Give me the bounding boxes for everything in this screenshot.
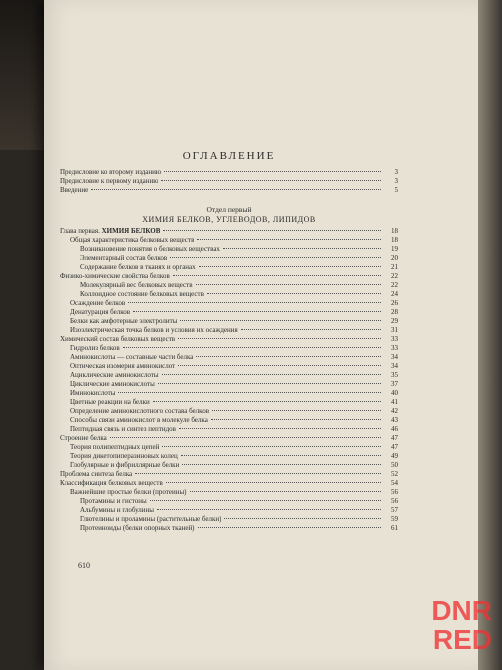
toc-entry-page: 57 (391, 506, 398, 514)
watermark-line: RED (432, 624, 492, 655)
page-number: 610 (78, 561, 90, 570)
toc-entry-page: 46 (391, 425, 398, 433)
toc-entry-page: 22 (391, 272, 398, 280)
toc-entry-label: Физико-химические свойства белков (60, 272, 170, 280)
toc-entry-label: Строение белка (60, 434, 107, 442)
chapter-heading (60, 227, 398, 236)
toc-entry-page: 34 (391, 353, 398, 361)
section-title: ХИМИЯ БЕЛКОВ, УГЛЕВОДОВ, ЛИПИДОВ (142, 215, 316, 224)
toc-entry-label: Денатурация белков (70, 308, 131, 316)
leader-dots (135, 473, 381, 474)
leader-dots (158, 383, 381, 384)
leader-dots (181, 455, 381, 456)
leader-dots (166, 482, 381, 483)
section-label: Отдел первый (206, 205, 252, 214)
watermark-logo (388, 596, 492, 654)
leader-dots (110, 437, 381, 438)
leader-dots (173, 275, 381, 276)
toc-entry-label: Способы связи аминокислот в молекуле белка (70, 416, 208, 424)
toc-entry-label: Глютелины и проламины (растительные белки) (80, 515, 222, 523)
toc-entry (60, 461, 398, 470)
leader-dots (211, 419, 381, 420)
toc-entry-label: Протамины и гистоны (80, 497, 147, 505)
toc-entry-label: Аминокислоты — составные части белка (70, 353, 194, 361)
toc-entry-page: 59 (391, 515, 398, 523)
toc-entry (60, 524, 398, 533)
leader-dots (161, 180, 381, 181)
leader-dots (162, 374, 381, 375)
leader-dots (179, 428, 381, 429)
leader-dots (196, 284, 382, 285)
toc-entry-label: Теория полипептидных цепей (70, 443, 160, 451)
leader-dots (91, 189, 381, 190)
toc-entry-page: 3 (394, 168, 398, 176)
toc-entry (60, 186, 398, 195)
toc-entry-label: Возникновение понятия о белковых веществах (80, 245, 220, 253)
leader-dots (170, 257, 381, 258)
toc-entry-label: Элементарный состав белков (80, 254, 168, 262)
leader-dots (196, 356, 381, 357)
leader-dots (182, 464, 381, 465)
toc-entry (60, 452, 398, 461)
toc-entry-label: Определение аминокислотного состава белков (70, 407, 209, 415)
toc-entry-page: 43 (391, 416, 398, 424)
toc-entry-label: Осаждение белков (70, 299, 126, 307)
toc-entry-label: Предисловие к первому изданию (60, 177, 159, 185)
table-of-contents (60, 150, 398, 533)
leader-dots (178, 365, 381, 366)
toc-entry (60, 488, 398, 497)
toc-entry (60, 272, 398, 281)
toc-entry-page: 33 (391, 344, 398, 352)
toc-entry-label: Проблема синтеза белка (60, 470, 133, 478)
toc-entry-page: 54 (391, 479, 398, 487)
leader-dots (223, 248, 381, 249)
toc-entry-label: Альбумины и глобулины (80, 506, 154, 514)
toc-entry-label: Пептидная связь и синтез пептидов (70, 425, 176, 433)
leader-dots (197, 239, 381, 240)
toc-entry-page: 61 (391, 524, 398, 532)
leader-dots (180, 320, 381, 321)
toc-entry (60, 290, 398, 299)
toc-entry-page: 37 (391, 380, 398, 388)
toc-entry (60, 380, 398, 389)
toc-entry-label: Цветные реакции на белки (70, 398, 150, 406)
page-edge (478, 0, 502, 670)
toc-entry (60, 335, 398, 344)
toc-entry-label: Глобулярные и фибриллярные белки (70, 461, 180, 469)
leader-dots (178, 338, 381, 339)
toc-entry-page: 31 (391, 326, 398, 334)
chapter-page: 18 (391, 227, 398, 235)
toc-entry-page: 28 (391, 308, 398, 316)
toc-entry-label: Ациклические аминокислоты (70, 371, 159, 379)
toc-entry (60, 263, 398, 272)
leader-dots (133, 311, 381, 312)
leader-dots (162, 446, 381, 447)
toc-entry (60, 425, 398, 434)
item-list (60, 236, 398, 533)
toc-entry-label: Гидролиз белков (70, 344, 120, 352)
toc-entry (60, 497, 398, 506)
leader-dots (164, 171, 381, 172)
leader-dots (150, 500, 381, 501)
toc-entry (60, 398, 398, 407)
toc-entry (60, 254, 398, 263)
toc-entry (60, 416, 398, 425)
toc-entry-page: 47 (391, 434, 398, 442)
toc-entry-label: Введение (60, 186, 89, 194)
toc-entry-page: 40 (391, 389, 398, 397)
toc-entry-page: 49 (391, 452, 398, 460)
toc-entry (60, 470, 398, 479)
toc-entry (60, 168, 398, 177)
toc-entry-page: 21 (391, 263, 398, 271)
toc-entry-page: 19 (391, 245, 398, 253)
toc-entry-label: Теория дикетопиперазиновых колец (70, 452, 178, 460)
toc-entry-label: Молекулярный вес белковых веществ (80, 281, 193, 289)
chapter-prefix: Глава первая. (60, 227, 100, 235)
toc-entry (60, 177, 398, 186)
leader-dots (207, 293, 381, 294)
intro-list (60, 168, 398, 195)
leader-dots (224, 518, 381, 519)
toc-entry-page: 24 (391, 290, 398, 298)
leader-dots (198, 527, 381, 528)
toc-entry-label: Протеиноиды (белки опорных тканей) (80, 524, 195, 532)
toc-entry-page: 34 (391, 362, 398, 370)
toc-entry (60, 344, 398, 353)
leader-dots (157, 509, 381, 510)
leader-dots (123, 347, 381, 348)
toc-entry-page: 3 (394, 177, 398, 185)
toc-entry (60, 389, 398, 398)
toc-entry-label: Содержание белков в тканях и органах (80, 263, 196, 271)
toc-entry-label: Предисловие ко второму изданию (60, 168, 162, 176)
leader-dots (212, 410, 381, 411)
toc-entry-label: Общая характеристика белковых веществ (70, 236, 195, 244)
toc-entry (60, 245, 398, 254)
leader-dots (153, 401, 381, 402)
toc-entry (60, 434, 398, 443)
toc-entry-page: 20 (391, 254, 398, 262)
watermark-line: DNR (431, 595, 492, 626)
toc-entry-label: Белки как амфотерные электролиты (70, 317, 178, 325)
toc-entry-label: Классификация белковых веществ (60, 479, 163, 487)
toc-entry-page: 29 (391, 317, 398, 325)
toc-entry-page: 18 (391, 236, 398, 244)
toc-entry (60, 443, 398, 452)
toc-entry (60, 317, 398, 326)
toc-entry-page: 26 (391, 299, 398, 307)
leader-dots (128, 302, 381, 303)
toc-entry-label: Циклические аминокислоты (70, 380, 155, 388)
toc-entry-page: 52 (391, 470, 398, 478)
toc-entry-label: Коллоидное состояние белковых веществ (80, 290, 204, 298)
leader-dots (190, 491, 382, 492)
toc-entry (60, 407, 398, 416)
toc-entry (60, 281, 398, 290)
toc-entry (60, 236, 398, 245)
toc-entry-page: 56 (391, 488, 398, 496)
toc-entry-label: Оптическая изомерия аминокислот (70, 362, 176, 370)
toc-entry (60, 299, 398, 308)
toc-entry-label: Изоэлектрическая точка белков и условия их осаждения (70, 326, 238, 334)
toc-entry (60, 326, 398, 335)
toc-entry-page: 42 (391, 407, 398, 415)
leader-dots (118, 392, 381, 393)
toc-entry (60, 362, 398, 371)
toc-entry-page: 47 (391, 443, 398, 451)
toc-entry (60, 515, 398, 524)
toc-entry (60, 353, 398, 362)
toc-title: ОГЛАВЛЕНИЕ (182, 150, 276, 162)
toc-entry-page: 50 (391, 461, 398, 469)
toc-entry (60, 371, 398, 380)
leader-dots (199, 266, 381, 267)
toc-entry (60, 308, 398, 317)
toc-entry-page: 35 (391, 371, 398, 379)
toc-entry-page: 22 (391, 281, 398, 289)
leader-dots (163, 230, 381, 231)
toc-entry-label: Важнейшие простые белки (протеины) (70, 488, 187, 496)
toc-entry-label: Химический состав белковых веществ (60, 335, 176, 343)
leader-dots (241, 329, 381, 330)
toc-entry-page: 33 (391, 335, 398, 343)
toc-entry (60, 479, 398, 488)
toc-entry (60, 506, 398, 515)
toc-entry-page: 56 (391, 497, 398, 505)
toc-entry-page: 41 (391, 398, 398, 406)
chapter-title: ХИМИЯ БЕЛКОВ (101, 227, 161, 235)
toc-entry-page: 5 (394, 186, 398, 194)
toc-entry-label: Иминокислоты (70, 389, 116, 397)
